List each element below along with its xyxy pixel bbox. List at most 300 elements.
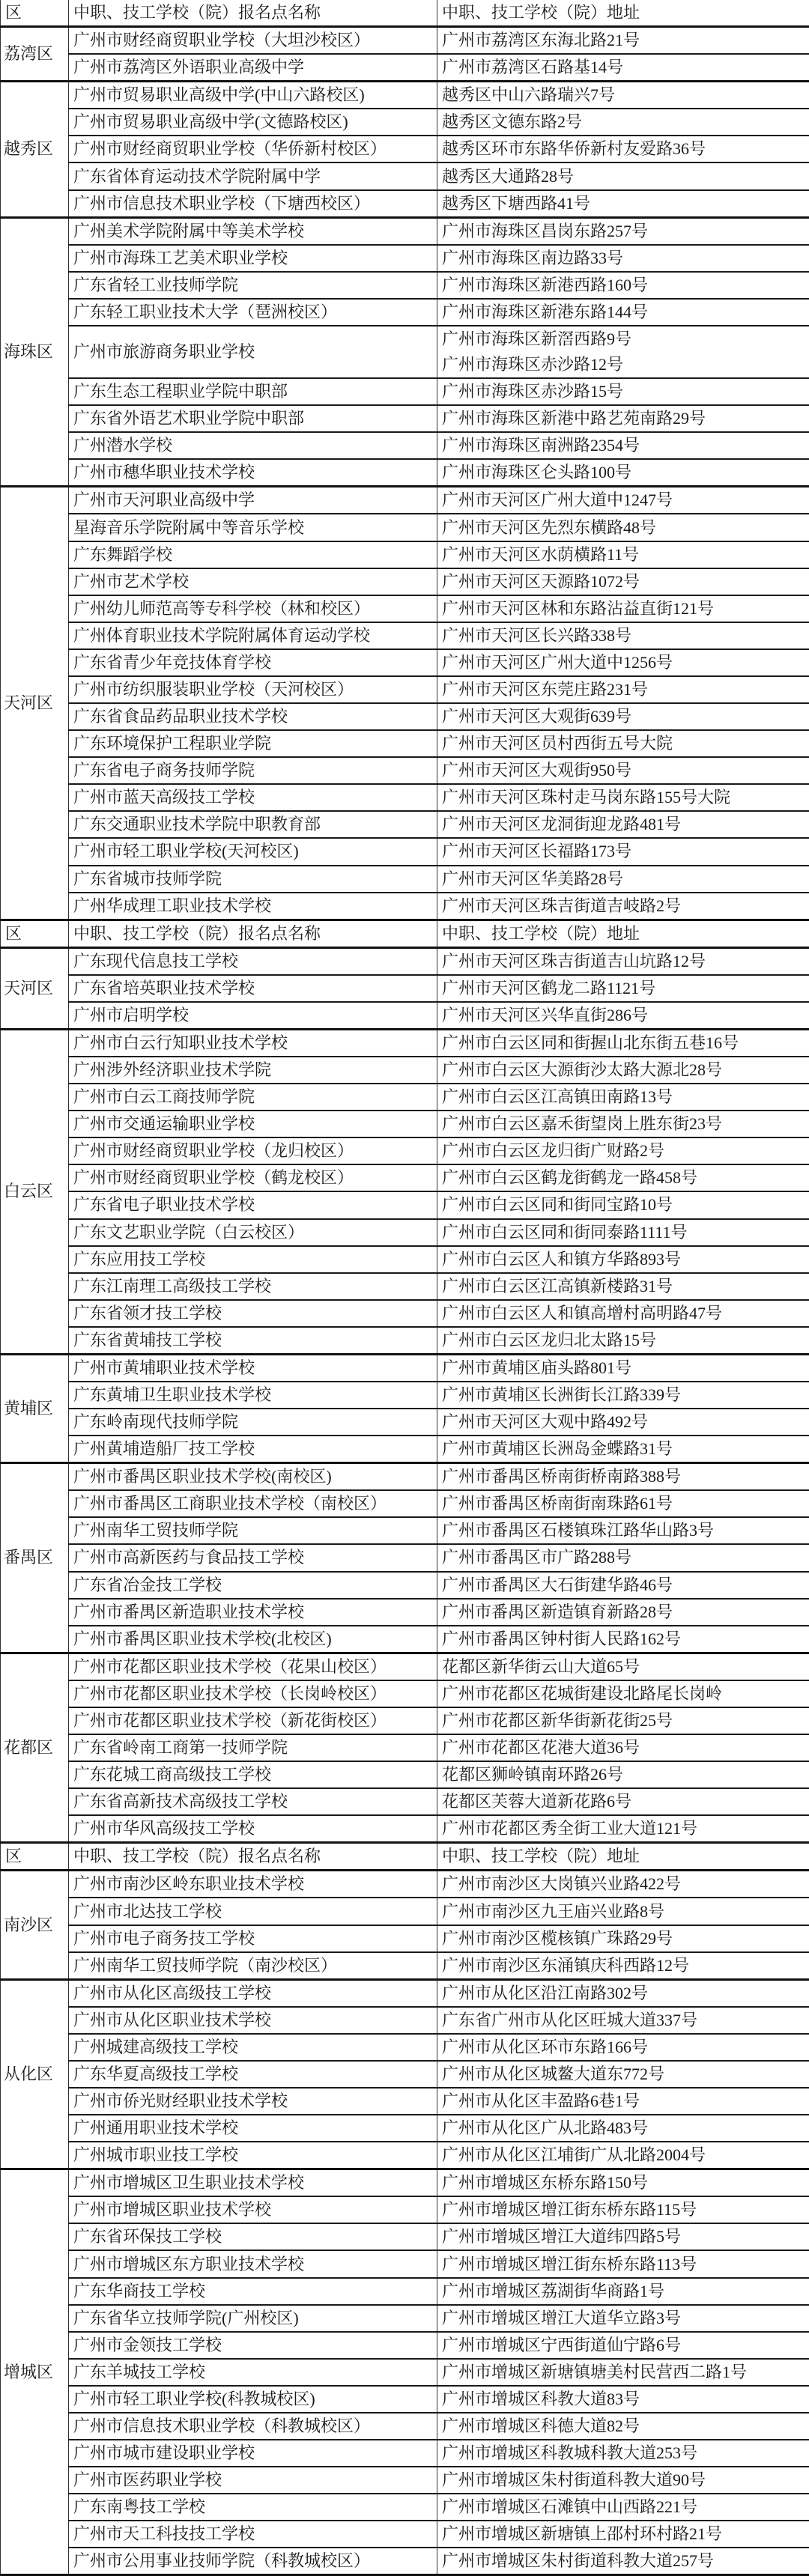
table-row: [1, 2548, 809, 2575]
table-row: [1, 1164, 809, 1191]
district-cell: 荔湾区: [1, 27, 69, 82]
school-address: [437, 1219, 809, 1246]
school-address: [437, 1925, 809, 1952]
address-line: 越秀区下塘西路41号: [442, 191, 809, 216]
table-row: [1, 1273, 809, 1300]
school-name: 广东舞蹈学校: [69, 541, 437, 568]
table-row: [1, 703, 809, 730]
table-row: [1, 1002, 809, 1030]
table-row: [1, 1057, 809, 1084]
school-name: 广州市财经商贸职业学校（华侨新村校区）: [69, 136, 437, 162]
address-line: 广州市黄埔区长洲街长江路339号: [442, 1382, 809, 1408]
school-address: [437, 2196, 809, 2223]
school-address: [437, 299, 809, 326]
school-name: 广州市贸易职业高级中学(文德路校区): [69, 109, 437, 136]
table-row: [1, 1463, 809, 1491]
address-line: 广州市天河区大观中路492号: [442, 1409, 809, 1435]
school-name: 广州市天工科技技工学校: [69, 2521, 437, 2548]
school-name: 广州市财经商贸职业学校（鹤龙校区）: [69, 1164, 437, 1191]
school-address: [437, 245, 809, 272]
district-cell: 增城区: [1, 2169, 69, 2575]
address-line: 广州市从化区江埔街广从北路2004号: [442, 2142, 809, 2168]
table-row: [1, 2494, 809, 2521]
address-line: 广州市增城区朱村街道科教大道90号: [442, 2467, 809, 2493]
school-address: [437, 2305, 809, 2332]
school-address: [437, 838, 809, 865]
school-address: [437, 2115, 809, 2142]
address-line: 广州市白云区鹤龙街鹤龙一路458号: [442, 1165, 809, 1191]
address-line: 广州市海珠区新滘西路9号: [442, 326, 809, 352]
school-name: 广州市艺术学校: [69, 568, 437, 595]
address-line: 广州市增城区科教大道83号: [442, 2387, 809, 2412]
school-name: 广州幼儿师范高等专科学校（林和校区）: [69, 595, 437, 622]
school-address: [437, 162, 809, 189]
school-address: [437, 1409, 809, 1436]
school-address: [437, 54, 809, 82]
school-address: [437, 1544, 809, 1571]
school-address: [437, 2007, 809, 2034]
table-row: [1, 136, 809, 162]
address-line: 越秀区大通路28号: [442, 164, 809, 189]
school-name: 广东应用技工学校: [69, 1246, 437, 1273]
table-row: [1, 405, 809, 432]
school-name: 广东省青少年竞技体育学校: [69, 649, 437, 676]
district-cell: 番禺区: [1, 1463, 69, 1653]
school-name: 广州市增城区卫生职业技术学校: [69, 2169, 437, 2197]
table-row: [1, 1653, 809, 1680]
address-line: 广州市番禺区石楼镇珠江路华山路3号: [442, 1518, 809, 1543]
table-row: [1, 1871, 809, 1898]
school-name: 广东省培英职业技术学校: [69, 975, 437, 1002]
school-name: 广州潜水学校: [69, 432, 437, 459]
table-row: [1, 866, 809, 893]
address-line: 广州市白云区龙归北太路15号: [442, 1328, 809, 1353]
school-name: 广州南华工贸技师学院: [69, 1517, 437, 1544]
school-name: 广东华夏高级技工学校: [69, 2061, 437, 2088]
school-address: [437, 326, 809, 378]
school-address: [437, 757, 809, 784]
school-name: 广州市荔湾区外语职业高级中学: [69, 54, 437, 82]
school-name: 广东生态工程职业学院中职部: [69, 378, 437, 405]
address-line: 广州市天河区天源路1072号: [442, 569, 809, 595]
school-address: [437, 541, 809, 568]
address-line: 广州市天河区大观街950号: [442, 758, 809, 783]
school-address: [437, 1871, 809, 1898]
table-row: [1, 1084, 809, 1111]
address-line: 广州市花都区花城街建设北路尾长岗岭: [442, 1681, 809, 1707]
school-name: 广东省电子商务技师学院: [69, 757, 437, 784]
address-line: 广州市番禺区钟村街人民路162号: [442, 1626, 809, 1652]
address-line: 广州市增城区增江大道华立路3号: [442, 2306, 809, 2331]
table-row: [1, 838, 809, 865]
school-name: 广州市启明学校: [69, 1002, 437, 1030]
school-address: [437, 1111, 809, 1137]
address-line: 广州市南沙区东涌镇庆科西路12号: [442, 1953, 809, 1978]
address-line: 广州市增城区朱村街道科教大道257号: [442, 2548, 809, 2574]
school-address: [437, 1164, 809, 1191]
table-row: [1, 459, 809, 487]
school-name: 广州市番禺区工商职业技术学校（南校区）: [69, 1490, 437, 1517]
school-address: [437, 378, 809, 405]
table-row: [1, 2115, 809, 2142]
table-row: [1, 2278, 809, 2305]
address-line: 广州市增城区增江街东桥东路115号: [442, 2197, 809, 2223]
table-row: [1, 2386, 809, 2413]
table-row: [1, 432, 809, 459]
address-line: 广州市从化区丰盈路6巷1号: [442, 2089, 809, 2114]
school-address: [437, 1436, 809, 1463]
school-address: [437, 27, 809, 55]
table-row: [1, 1300, 809, 1327]
school-name: 广东江南理工高级技工学校: [69, 1273, 437, 1300]
school-name: 广州市花都区职业技术学校（花果山校区）: [69, 1653, 437, 1680]
address-line: 广州市从化区广从北路483号: [442, 2115, 809, 2141]
table-row: [1, 272, 809, 299]
school-name: 广东羊城技工学校: [69, 2359, 437, 2386]
table-row: [1, 487, 809, 514]
table-row: [1, 217, 809, 245]
table-row: [1, 1191, 809, 1218]
school-address: [437, 975, 809, 1002]
school-name: 广东现代信息技工学校: [69, 947, 437, 975]
school-address: [437, 1734, 809, 1761]
address-line: 广州市增城区增江街东桥东路113号: [442, 2252, 809, 2277]
district-cell: 天河区: [1, 487, 69, 920]
school-address: [437, 272, 809, 299]
table-row: [1, 1490, 809, 1517]
school-name: 广州体育职业技术学院附属体育运动学校: [69, 622, 437, 649]
table-row: [1, 162, 809, 189]
school-address: [437, 1517, 809, 1544]
school-address: [437, 649, 809, 676]
school-address: [437, 136, 809, 162]
table-row: [1, 2359, 809, 2386]
address-line: 广州市白云区江高镇田南路13号: [442, 1084, 809, 1110]
table-row: [1, 2467, 809, 2494]
table-row: [1, 811, 809, 838]
address-line: 广州市天河区龙洞街迎龙路481号: [442, 812, 809, 837]
school-name: 广州华成理工职业技术学校: [69, 893, 437, 920]
table-row: [1, 1544, 809, 1571]
address-line: 广州市天河区华美路28号: [442, 866, 809, 892]
table-row: [1, 1219, 809, 1246]
table-header-row: [1, 1843, 809, 1871]
school-address: [437, 2223, 809, 2250]
school-address: [437, 2413, 809, 2440]
address-line: 广州市增城区增江大道纬四路5号: [442, 2224, 809, 2250]
school-name: 广州市增城区职业技术学校: [69, 2196, 437, 2223]
school-name: 广州市电子商务技工学校: [69, 1925, 437, 1952]
table-row: [1, 2332, 809, 2359]
table-row: [1, 1979, 809, 2007]
school-name: 广州涉外经济职业技术学院: [69, 1057, 437, 1084]
address-line: 广州市海珠区新港西路160号: [442, 273, 809, 298]
school-name: 广州市信息技术职业学校（下塘西校区）: [69, 190, 437, 218]
address-line: 广州市增城区新塘镇塘美村民营西二路1号: [442, 2360, 809, 2385]
school-name: 广州市轻工职业学校(科教城校区): [69, 2386, 437, 2413]
school-name: 广东省城市技师学院: [69, 866, 437, 893]
address-line: 越秀区文德东路2号: [442, 109, 809, 135]
school-address: [437, 1626, 809, 1653]
address-line: 广州市海珠区南边路33号: [442, 246, 809, 271]
school-name: 广东省冶金技工学校: [69, 1572, 437, 1599]
school-address: [437, 866, 809, 893]
table-row: [1, 2034, 809, 2061]
table-row: [1, 947, 809, 975]
school-name: 广州南华工贸技师学院（南沙校区）: [69, 1952, 437, 1980]
table-row: [1, 109, 809, 136]
table-row: [1, 893, 809, 920]
address-line: 广州市海珠区仑头路100号: [442, 460, 809, 485]
table-row: [1, 2413, 809, 2440]
address-line: 广州市白云区人和镇高增村高明路47号: [442, 1301, 809, 1326]
address-line: 广州市天河区长福路173号: [442, 839, 809, 864]
header-district: 区: [1, 920, 69, 947]
header-district: 区: [1, 0, 69, 27]
school-address: [437, 595, 809, 622]
table-row: [1, 1111, 809, 1137]
table-row: [1, 1436, 809, 1463]
school-address: [437, 1490, 809, 1517]
address-line: 广州市天河区长兴路338号: [442, 623, 809, 648]
school-address: [437, 1246, 809, 1273]
table-row: [1, 514, 809, 541]
school-name: 广州市贸易职业高级中学(中山六路校区): [69, 82, 437, 109]
address-line: 越秀区环市东路华侨新村友爱路36号: [442, 136, 809, 162]
school-name: 广州市从化区高级技工学校: [69, 1979, 437, 2007]
school-address: [437, 2250, 809, 2277]
school-name: 广东省岭南工商第一技师学院: [69, 1734, 437, 1761]
school-address: [437, 893, 809, 920]
table-row: [1, 54, 809, 82]
table-row: [1, 975, 809, 1002]
address-line: 广州市天河区兴华直街286号: [442, 1003, 809, 1028]
school-name: 广州市财经商贸职业学校（龙归校区）: [69, 1137, 437, 1164]
school-address: [437, 1463, 809, 1491]
header-school-address: 中职、技工学校（院）地址: [437, 0, 809, 27]
school-name: 广东环境保护工程职业学院: [69, 730, 437, 757]
school-name: 广州市财经商贸职业学校（大坦沙校区）: [69, 27, 437, 55]
school-address: [437, 2386, 809, 2413]
address-line: 花都区新华街云山大道65号: [442, 1654, 809, 1680]
address-line: 广州市番禺区大石街建华路46号: [442, 1573, 809, 1598]
school-address: [437, 2169, 809, 2197]
school-name: 广东岭南现代技师学院: [69, 1409, 437, 1436]
header-school-name: 中职、技工学校（院）报名点名称: [69, 0, 437, 27]
table-row: [1, 1734, 809, 1761]
address-line: 广州市花都区秀全街工业大道121号: [442, 1816, 809, 1841]
school-name: 广州市番禺区新造职业技术学校: [69, 1599, 437, 1626]
school-address: [437, 784, 809, 811]
school-name: 广东省环保技工学校: [69, 2223, 437, 2250]
school-name: 广州市南沙区岭东职业技术学校: [69, 1871, 437, 1898]
address-line: 广州市天河区大观街639号: [442, 704, 809, 729]
table-row: [1, 1327, 809, 1355]
school-address: [437, 2034, 809, 2061]
header-school-address: 中职、技工学校（院）地址: [437, 1843, 809, 1871]
school-name: 广东华商技工学校: [69, 2278, 437, 2305]
school-address: [437, 459, 809, 487]
school-address: [437, 1788, 809, 1815]
address-line: 广州市番禺区市广路288号: [442, 1545, 809, 1570]
address-line: 广州市从化区沿江南路302号: [442, 1981, 809, 2006]
header-school-name: 中职、技工学校（院）报名点名称: [69, 920, 437, 947]
table-row: [1, 1246, 809, 1273]
table-row: [1, 1898, 809, 1925]
address-line: 广州市增城区石滩镇中山西路221号: [442, 2494, 809, 2520]
table-row: [1, 299, 809, 326]
school-address: [437, 1191, 809, 1218]
table-row: [1, 2142, 809, 2169]
address-line: 广州市海珠区昌岗东路257号: [442, 219, 809, 244]
table-row: [1, 190, 809, 218]
school-address: [437, 2467, 809, 2494]
school-name: 广州市花都区职业技术学校（新花街校区）: [69, 1707, 437, 1734]
address-line: 广东省广州市从化区旺城大道337号: [442, 2008, 809, 2033]
district-cell: 天河区: [1, 947, 69, 1029]
school-name: 广州市北达技工学校: [69, 1898, 437, 1925]
table-row: [1, 1029, 809, 1057]
address-line: 广州市番禺区桥南街南珠路61号: [442, 1491, 809, 1516]
school-address: [437, 1707, 809, 1734]
address-line: 广州市白云区嘉禾街望岗上胜东街23号: [442, 1111, 809, 1137]
school-name: 广东文艺职业学院（白云校区）: [69, 1219, 437, 1246]
header-school-address: 中职、技工学校（院）地址: [437, 920, 809, 947]
table-row: [1, 2305, 809, 2332]
address-line: 广州市增城区荔湖街华商路1号: [442, 2279, 809, 2304]
school-name: 星海音乐学院附属中等音乐学校: [69, 514, 437, 541]
school-name: 广东轻工职业技术大学（琶洲校区）: [69, 299, 437, 326]
table-row: [1, 2521, 809, 2548]
school-address: [437, 432, 809, 459]
school-name: 广州城市职业技工学校: [69, 2142, 437, 2169]
table-row: [1, 326, 809, 378]
address-line: 广州市海珠区新港东路144号: [442, 300, 809, 325]
school-name: 广州市侨光财经职业技术学校: [69, 2088, 437, 2115]
school-name: 广州市黄埔职业技术学校: [69, 1354, 437, 1382]
school-address: [437, 82, 809, 109]
school-address: [437, 811, 809, 838]
school-name: 广州市从化区职业技术学校: [69, 2007, 437, 2034]
school-name: 广东省轻工业技师学院: [69, 272, 437, 299]
district-cell: 白云区: [1, 1029, 69, 1354]
school-address: [437, 1084, 809, 1111]
address-line: 广州市增城区科德大道82号: [442, 2414, 809, 2439]
school-address: [437, 2359, 809, 2386]
school-name: 广东交通职业技术学院中职教育部: [69, 811, 437, 838]
table-row: [1, 378, 809, 405]
table-row: [1, 1925, 809, 1952]
school-address: [437, 2440, 809, 2467]
address-line: 花都区狮岭镇南环路26号: [442, 1762, 809, 1787]
address-line: 广州市增城区东桥东路150号: [442, 2170, 809, 2196]
table-row: [1, 595, 809, 622]
school-name: 广州市花都区职业技术学校（长岗岭校区）: [69, 1680, 437, 1707]
school-address: [437, 2142, 809, 2169]
school-address: [437, 676, 809, 703]
district-cell: 越秀区: [1, 82, 69, 217]
school-name: 广州市华风高级技工学校: [69, 1815, 437, 1843]
header-school-name: 中职、技工学校（院）报名点名称: [69, 1843, 437, 1871]
school-address: [437, 703, 809, 730]
table-row: [1, 1707, 809, 1734]
table-row: [1, 2196, 809, 2223]
district-cell: 南沙区: [1, 1871, 69, 1979]
school-name: 广东省食品药品职业技术学校: [69, 703, 437, 730]
district-cell: 黄埔区: [1, 1354, 69, 1462]
school-address: [437, 1327, 809, 1355]
school-address: [437, 487, 809, 514]
school-address: [437, 2521, 809, 2548]
table-row: [1, 2223, 809, 2250]
table-row: [1, 1572, 809, 1599]
table-row: [1, 1354, 809, 1382]
table-row: [1, 568, 809, 595]
school-address: [437, 2088, 809, 2115]
address-line: 广州市白云区同和街同泰路1111号: [442, 1220, 809, 1245]
school-address: [437, 2278, 809, 2305]
school-name: 广州市金领技工学校: [69, 2332, 437, 2359]
table-row: [1, 27, 809, 55]
school-name: 广东花城工商高级技工学校: [69, 1761, 437, 1788]
address-line: 广州市天河区珠吉街道吉山坑路12号: [442, 949, 809, 974]
school-address: [437, 1898, 809, 1925]
table-row: [1, 2440, 809, 2467]
table-row: [1, 730, 809, 757]
table-row: [1, 1599, 809, 1626]
school-address: [437, 1815, 809, 1843]
table-row: [1, 1815, 809, 1843]
school-address: [437, 1572, 809, 1599]
address-line: 广州市从化区城鳌大道东772号: [442, 2062, 809, 2087]
school-address: [437, 568, 809, 595]
table-row: [1, 1952, 809, 1980]
school-address: [437, 1354, 809, 1382]
district-cell: 花都区: [1, 1653, 69, 1843]
address-line: 广州市南沙区大岗镇兴业路422号: [442, 1871, 809, 1897]
school-name: 广州市穗华职业技术学校: [69, 459, 437, 487]
address-line: 越秀区中山六路瑞兴7号: [442, 82, 809, 108]
school-name: 广东省黄埔技工学校: [69, 1327, 437, 1355]
school-name: 广州市天河职业高级中学: [69, 487, 437, 514]
table-row: [1, 757, 809, 784]
school-address: [437, 1300, 809, 1327]
header-district: 区: [1, 1843, 69, 1871]
school-name: 广州市增城区东方职业技术学校: [69, 2250, 437, 2277]
school-address: [437, 1273, 809, 1300]
school-name: 广州市白云工商技师学院: [69, 1084, 437, 1111]
address-line: 广州市荔湾区石路基14号: [442, 55, 809, 80]
district-cell: 从化区: [1, 1979, 69, 2169]
table-row: [1, 622, 809, 649]
district-cell: 海珠区: [1, 217, 69, 487]
school-address: [437, 1761, 809, 1788]
school-name: 广东省领才技工学校: [69, 1300, 437, 1327]
school-address: [437, 1979, 809, 2007]
school-name: 广州市蓝天高级技工学校: [69, 784, 437, 811]
school-address: [437, 1680, 809, 1707]
school-name: 广州市医药职业学校: [69, 2467, 437, 2494]
school-name: 广东省体育运动技术学院附属中学: [69, 162, 437, 189]
table-header-row: [1, 920, 809, 947]
address-line: 广州市海珠区赤沙路12号: [442, 352, 809, 377]
table-row: [1, 676, 809, 703]
address-line: 广州市天河区广州大道中1256号: [442, 650, 809, 675]
address-line: 广州市番禺区桥南街桥南路388号: [442, 1464, 809, 1489]
address-line: 广州市天河区鹤龙二路1121号: [442, 976, 809, 1001]
school-address: [437, 1382, 809, 1409]
school-address: [437, 2061, 809, 2088]
